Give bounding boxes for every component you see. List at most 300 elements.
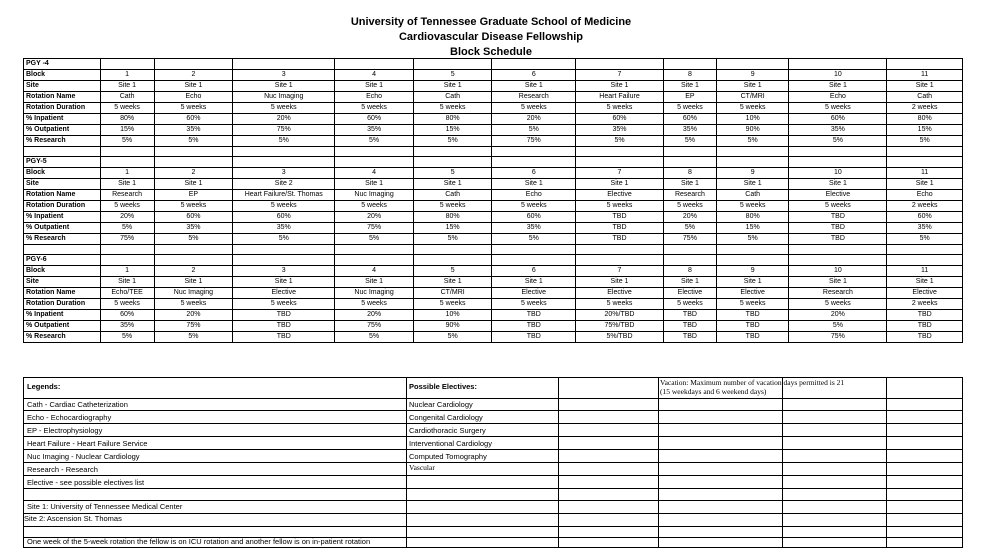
table-cell: Nuc Imaging xyxy=(335,190,414,201)
elective-item: Computed Tomography xyxy=(409,452,487,461)
empty-cell xyxy=(154,147,233,157)
elective-item: Cardiothoracic Surgery xyxy=(409,426,486,435)
table-cell: 60% xyxy=(887,212,963,223)
table-cell: EP xyxy=(663,92,716,103)
empty-cell xyxy=(413,157,492,168)
table-cell: TBD xyxy=(576,223,664,234)
row-label: Rotation Duration xyxy=(24,299,101,310)
row-label: Rotation Duration xyxy=(24,103,101,114)
empty-cell xyxy=(233,59,335,70)
empty-cell xyxy=(887,147,963,157)
table-cell: 2 weeks xyxy=(887,103,963,114)
table-cell: TBD xyxy=(492,332,576,343)
table-cell: 80% xyxy=(716,212,788,223)
table-row xyxy=(24,114,963,125)
table-cell: 75% xyxy=(335,223,414,234)
block-schedule-table xyxy=(23,58,963,343)
row-label: % Inpatient xyxy=(24,114,101,125)
table-cell: 60% xyxy=(154,114,233,125)
table-cell: TBD xyxy=(887,321,963,332)
table-cell: Site 1 xyxy=(154,81,233,92)
row-label: % Inpatient xyxy=(24,212,101,223)
table-row xyxy=(24,70,963,81)
table-cell: 5% xyxy=(413,136,492,147)
table-cell: 75% xyxy=(663,234,716,245)
table-row xyxy=(24,310,963,321)
section-header-row xyxy=(24,157,963,168)
table-cell: 20% xyxy=(335,212,414,223)
table-cell: 6 xyxy=(492,168,576,179)
table-cell: 60% xyxy=(233,212,335,223)
table-cell: Echo/TEE xyxy=(100,288,154,299)
table-cell: 5 xyxy=(413,266,492,277)
section-title: PGY-6 xyxy=(24,255,101,266)
table-cell: 5 weeks xyxy=(154,103,233,114)
table-cell: Cath xyxy=(716,190,788,201)
table-cell: 20% xyxy=(663,212,716,223)
table-cell: 5% xyxy=(716,136,788,147)
row-label: Rotation Duration xyxy=(24,201,101,212)
table-cell: 5 weeks xyxy=(233,103,335,114)
table-cell: 60% xyxy=(335,114,414,125)
table-cell: 20% xyxy=(492,114,576,125)
row-label: Site xyxy=(24,277,101,288)
empty-cell xyxy=(663,255,716,266)
legend-item: Research - Research xyxy=(27,465,98,474)
legend-item: Elective - see possible electives list xyxy=(27,478,145,487)
empty-cell xyxy=(154,245,233,255)
table-cell: 5%/TBD xyxy=(576,332,664,343)
empty-cell xyxy=(887,245,963,255)
table-cell: Site 1 xyxy=(492,81,576,92)
table-cell: TBD xyxy=(716,321,788,332)
rotation-footnote: One week of the 5-week rotation the fellow is on ICU rotation and another fellow is on in-patient rotation xyxy=(27,537,371,546)
empty-cell xyxy=(789,59,887,70)
table-row xyxy=(24,234,963,245)
table-cell: 5 weeks xyxy=(576,201,664,212)
table-row xyxy=(24,179,963,190)
table-cell: Echo xyxy=(789,92,887,103)
table-cell: 5% xyxy=(413,234,492,245)
table-cell: Echo xyxy=(335,92,414,103)
table-row xyxy=(24,81,963,92)
empty-cell xyxy=(716,245,788,255)
row-label: % Outpatient xyxy=(24,125,101,136)
table-row xyxy=(24,299,963,310)
table-cell: 5 weeks xyxy=(716,299,788,310)
table-cell: Echo xyxy=(492,190,576,201)
legend-area xyxy=(23,377,963,548)
legend-item: Echo - Echocardiography xyxy=(27,413,112,422)
table-cell: EP xyxy=(154,190,233,201)
table-cell: 5 weeks xyxy=(233,299,335,310)
table-cell: 5 weeks xyxy=(576,103,664,114)
empty-cell xyxy=(100,147,154,157)
table-cell: Elective xyxy=(663,288,716,299)
table-row xyxy=(24,223,963,234)
table-row xyxy=(24,201,963,212)
row-label: Block xyxy=(24,168,101,179)
empty-cell xyxy=(492,147,576,157)
table-cell: 2 xyxy=(154,70,233,81)
table-cell: TBD xyxy=(789,234,887,245)
legend-item: Heart Failure - Heart Failure Service xyxy=(27,439,148,448)
table-cell: 20% xyxy=(154,310,233,321)
table-cell: Site 1 xyxy=(335,277,414,288)
table-cell: 3 xyxy=(233,266,335,277)
row-label: % Research xyxy=(24,234,101,245)
table-cell: Site 1 xyxy=(716,81,788,92)
empty-cell xyxy=(716,255,788,266)
table-cell: 5% xyxy=(663,136,716,147)
table-cell: 60% xyxy=(492,212,576,223)
empty-cell xyxy=(413,147,492,157)
table-cell: Site 1 xyxy=(233,81,335,92)
table-cell: 60% xyxy=(789,114,887,125)
empty-cell xyxy=(335,245,414,255)
table-cell: Site 1 xyxy=(663,277,716,288)
row-label: % Research xyxy=(24,332,101,343)
spacer-row xyxy=(24,147,963,157)
table-cell: 6 xyxy=(492,266,576,277)
table-cell: 5% xyxy=(154,332,233,343)
table-cell: 15% xyxy=(100,125,154,136)
empty-cell xyxy=(663,157,716,168)
table-cell: TBD xyxy=(789,223,887,234)
table-cell: 5 weeks xyxy=(716,103,788,114)
table-cell: CT/MRI xyxy=(413,288,492,299)
table-row xyxy=(24,288,963,299)
table-cell: 75%/TBD xyxy=(576,321,664,332)
table-cell: 8 xyxy=(663,168,716,179)
empty-cell xyxy=(492,255,576,266)
table-cell: 5 weeks xyxy=(492,299,576,310)
table-cell: Cath xyxy=(100,92,154,103)
empty-cell xyxy=(413,245,492,255)
table-cell: 1 xyxy=(100,70,154,81)
table-cell: 5% xyxy=(887,136,963,147)
table-cell: 11 xyxy=(887,266,963,277)
table-cell: Site 1 xyxy=(492,277,576,288)
empty-cell xyxy=(233,147,335,157)
table-cell: Nuc Imaging xyxy=(335,288,414,299)
site-1-note: Site 1: University of Tennessee Medical Center xyxy=(27,502,183,511)
table-cell: Elective xyxy=(789,190,887,201)
table-cell: Site 1 xyxy=(716,277,788,288)
table-cell: 75% xyxy=(492,136,576,147)
empty-cell xyxy=(100,59,154,70)
table-row xyxy=(24,125,963,136)
table-cell: 11 xyxy=(887,70,963,81)
table-cell: Heart Failure/St. Thomas xyxy=(233,190,335,201)
row-label: Site xyxy=(24,81,101,92)
table-cell: 35% xyxy=(492,223,576,234)
table-cell: Elective xyxy=(576,288,664,299)
table-cell: Site 1 xyxy=(100,277,154,288)
table-cell: 75% xyxy=(100,234,154,245)
empty-cell xyxy=(789,245,887,255)
empty-cell xyxy=(100,245,154,255)
table-cell: 60% xyxy=(154,212,233,223)
row-label: Block xyxy=(24,266,101,277)
empty-cell xyxy=(335,255,414,266)
table-cell: 5 xyxy=(413,70,492,81)
table-cell: 5% xyxy=(492,234,576,245)
legend-item: EP - Electrophysiology xyxy=(27,426,103,435)
table-cell: 9 xyxy=(716,266,788,277)
table-cell: 5% xyxy=(789,136,887,147)
table-cell: 5% xyxy=(413,332,492,343)
table-cell: Echo xyxy=(887,190,963,201)
table-cell: 90% xyxy=(413,321,492,332)
table-cell: 2 xyxy=(154,168,233,179)
empty-cell xyxy=(576,59,664,70)
table-cell: 5 weeks xyxy=(663,103,716,114)
table-row xyxy=(24,212,963,223)
table-cell: 15% xyxy=(413,223,492,234)
table-cell: Site 1 xyxy=(887,179,963,190)
table-cell: 5% xyxy=(154,234,233,245)
table-cell: 15% xyxy=(887,125,963,136)
table-cell: 20% xyxy=(100,212,154,223)
table-cell: 5% xyxy=(100,223,154,234)
document-subtitle: Cardiovascular Disease Fellowship xyxy=(398,31,584,43)
table-cell: 35% xyxy=(100,321,154,332)
table-cell: TBD xyxy=(663,332,716,343)
table-cell: Site 1 xyxy=(154,179,233,190)
table-cell: 80% xyxy=(887,114,963,125)
table-cell: Elective xyxy=(716,288,788,299)
table-cell: TBD xyxy=(663,321,716,332)
table-cell: 3 xyxy=(233,168,335,179)
table-cell: 5 weeks xyxy=(789,201,887,212)
table-cell: 60% xyxy=(576,114,664,125)
empty-cell xyxy=(335,157,414,168)
table-cell: 90% xyxy=(716,125,788,136)
table-cell: Elective xyxy=(492,288,576,299)
table-cell: 8 xyxy=(663,70,716,81)
table-cell: 7 xyxy=(576,70,664,81)
table-cell: 20% xyxy=(335,310,414,321)
table-cell: 35% xyxy=(154,223,233,234)
table-cell: Site 1 xyxy=(154,277,233,288)
row-label: Rotation Name xyxy=(24,190,101,201)
table-cell: 60% xyxy=(100,310,154,321)
table-cell: 4 xyxy=(335,70,414,81)
table-cell: 10 xyxy=(789,266,887,277)
table-row xyxy=(24,103,963,114)
table-cell: Elective xyxy=(233,288,335,299)
empty-cell xyxy=(24,147,101,157)
table-row xyxy=(24,136,963,147)
table-cell: 2 weeks xyxy=(887,299,963,310)
table-cell: 35% xyxy=(335,125,414,136)
table-cell: 5 weeks xyxy=(492,103,576,114)
table-cell: Site 1 xyxy=(887,277,963,288)
spacer-row xyxy=(24,245,963,255)
empty-cell xyxy=(335,59,414,70)
table-cell: CT/MRI xyxy=(716,92,788,103)
site-2-note: Site 2: Ascension St. Thomas xyxy=(24,514,122,523)
empty-cell xyxy=(492,59,576,70)
table-cell: Elective xyxy=(887,288,963,299)
table-cell: Site 1 xyxy=(233,277,335,288)
table-cell: Site 1 xyxy=(716,179,788,190)
table-cell: 10% xyxy=(716,114,788,125)
table-cell: TBD xyxy=(576,212,664,223)
table-cell: 75% xyxy=(789,332,887,343)
table-cell: 80% xyxy=(413,114,492,125)
empty-cell xyxy=(154,255,233,266)
table-cell: 5 weeks xyxy=(233,201,335,212)
table-cell: 35% xyxy=(154,125,233,136)
table-cell: 5% xyxy=(789,321,887,332)
table-cell: Site 1 xyxy=(789,179,887,190)
table-cell: TBD xyxy=(789,212,887,223)
empty-cell xyxy=(576,157,664,168)
table-cell: Nuc Imaging xyxy=(154,288,233,299)
table-row xyxy=(24,321,963,332)
table-cell: Site 1 xyxy=(789,277,887,288)
empty-cell xyxy=(716,147,788,157)
empty-cell xyxy=(233,157,335,168)
table-cell: Site 1 xyxy=(413,277,492,288)
electives-title: Possible Electives: xyxy=(409,382,477,391)
table-cell: 5 weeks xyxy=(335,103,414,114)
table-cell: Research xyxy=(492,92,576,103)
table-cell: 5 weeks xyxy=(413,201,492,212)
table-cell: TBD xyxy=(887,310,963,321)
table-cell: Site 2 xyxy=(233,179,335,190)
table-cell: 10 xyxy=(789,70,887,81)
table-row xyxy=(24,277,963,288)
table-cell: Site 1 xyxy=(663,179,716,190)
table-row xyxy=(24,332,963,343)
table-cell: Research xyxy=(663,190,716,201)
table-cell: 20% xyxy=(233,114,335,125)
table-cell: 5 weeks xyxy=(335,299,414,310)
table-cell: Site 1 xyxy=(335,179,414,190)
empty-cell xyxy=(24,245,101,255)
table-cell: 5 weeks xyxy=(663,201,716,212)
table-cell: Site 1 xyxy=(576,277,664,288)
table-cell: 5 weeks xyxy=(789,299,887,310)
table-cell: 11 xyxy=(887,168,963,179)
empty-cell xyxy=(576,245,664,255)
table-cell: 75% xyxy=(233,125,335,136)
empty-cell xyxy=(100,255,154,266)
table-cell: 5 weeks xyxy=(663,299,716,310)
row-label: % Outpatient xyxy=(24,321,101,332)
legends-title: Legends: xyxy=(27,382,61,391)
table-cell: 5 weeks xyxy=(789,103,887,114)
empty-cell xyxy=(335,147,414,157)
row-label: % Inpatient xyxy=(24,310,101,321)
table-cell: 5 weeks xyxy=(413,299,492,310)
empty-cell xyxy=(413,255,492,266)
empty-cell xyxy=(716,59,788,70)
table-row xyxy=(24,168,963,179)
table-cell: 75% xyxy=(154,321,233,332)
empty-cell xyxy=(789,157,887,168)
table-cell: 2 xyxy=(154,266,233,277)
table-cell: 2 weeks xyxy=(887,201,963,212)
table-cell: TBD xyxy=(663,310,716,321)
table-cell: Cath xyxy=(887,92,963,103)
empty-cell xyxy=(154,59,233,70)
table-cell: 5 weeks xyxy=(154,299,233,310)
table-cell: Site 1 xyxy=(413,81,492,92)
table-cell: Site 1 xyxy=(413,179,492,190)
table-cell: 5% xyxy=(576,136,664,147)
table-cell: TBD xyxy=(233,310,335,321)
vacation-note-detail: (15 weekdays and 6 weekend days) xyxy=(660,387,767,396)
table-cell: 5% xyxy=(335,332,414,343)
table-cell: 9 xyxy=(716,168,788,179)
table-cell: Site 1 xyxy=(576,81,664,92)
row-label: Site xyxy=(24,179,101,190)
empty-cell xyxy=(789,147,887,157)
empty-cell xyxy=(100,157,154,168)
table-cell: 10% xyxy=(413,310,492,321)
row-label: Block xyxy=(24,70,101,81)
table-cell: TBD xyxy=(233,332,335,343)
table-cell: 5% xyxy=(233,234,335,245)
table-cell: TBD xyxy=(576,234,664,245)
table-cell: 5% xyxy=(663,223,716,234)
table-cell: 4 xyxy=(335,168,414,179)
table-cell: 35% xyxy=(233,223,335,234)
table-cell: 5 weeks xyxy=(576,299,664,310)
table-cell: Research xyxy=(789,288,887,299)
empty-cell xyxy=(492,157,576,168)
empty-cell xyxy=(887,157,963,168)
table-cell: 5 weeks xyxy=(100,299,154,310)
table-cell: Research xyxy=(100,190,154,201)
table-cell: 7 xyxy=(576,168,664,179)
empty-cell xyxy=(576,255,664,266)
table-cell: 80% xyxy=(413,212,492,223)
table-cell: Elective xyxy=(576,190,664,201)
table-cell: Site 1 xyxy=(100,179,154,190)
elective-item: Vascular xyxy=(409,463,435,472)
section-header-row xyxy=(24,255,963,266)
table-cell: 5% xyxy=(100,332,154,343)
table-cell: 5 xyxy=(413,168,492,179)
table-cell: TBD xyxy=(887,332,963,343)
table-cell: Nuc Imaging xyxy=(233,92,335,103)
table-row xyxy=(24,190,963,201)
table-cell: 5 weeks xyxy=(100,201,154,212)
elective-item: Nuclear Cardiology xyxy=(409,400,473,409)
empty-cell xyxy=(663,245,716,255)
table-cell: 15% xyxy=(716,223,788,234)
elective-item: Interventional Cardiology xyxy=(409,439,492,448)
empty-cell xyxy=(413,59,492,70)
table-cell: TBD xyxy=(716,310,788,321)
section-title: PGY -4 xyxy=(24,59,101,70)
table-cell: Site 1 xyxy=(492,179,576,190)
table-row xyxy=(24,92,963,103)
empty-cell xyxy=(154,157,233,168)
table-cell: 5 weeks xyxy=(100,103,154,114)
table-cell: 20% xyxy=(789,310,887,321)
table-cell: 5 weeks xyxy=(413,103,492,114)
table-cell: TBD xyxy=(492,310,576,321)
table-cell: 35% xyxy=(576,125,664,136)
table-cell: 5% xyxy=(716,234,788,245)
table-row xyxy=(24,266,963,277)
